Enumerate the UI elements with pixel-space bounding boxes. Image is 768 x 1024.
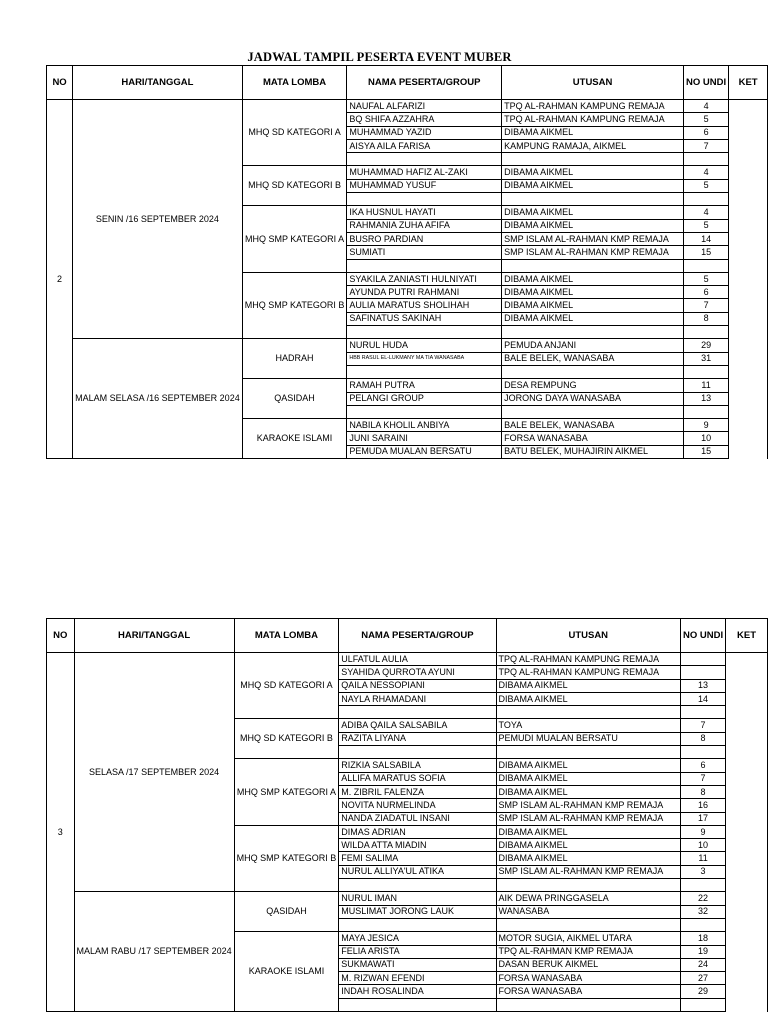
delegation: DIBAMA AIKMEL (502, 179, 684, 192)
schedule-table-1 (46, 65, 768, 459)
delegation: DIBAMA AIKMEL (502, 166, 684, 179)
delegation: MOTOR SUGIA, AIKMEL UTARA (496, 932, 680, 945)
delegation: WANASABA (496, 905, 680, 918)
draw-number: 29 (680, 985, 725, 998)
header-delegation: UTUSAN (496, 619, 680, 653)
delegation: FORSA WANASABA (496, 972, 680, 985)
participant-name: NABILA KHOLIL ANBIYA (347, 419, 502, 432)
draw-number: 8 (684, 312, 729, 325)
draw-number: 8 (680, 732, 725, 745)
delegation: BALE BELEK, WANASABA (502, 419, 684, 432)
participant-name: SAFINATUS SAKINAH (347, 312, 502, 325)
participant-name: MUHAMMAD YAZID (347, 126, 502, 139)
delegation: BATU BELEK, MUHAJIRIN AIKMEL (502, 445, 684, 458)
draw-number (680, 666, 725, 679)
table-row (47, 892, 768, 905)
draw-number: 10 (680, 839, 725, 852)
participant-name: M. ZIBRIL FALENZA (339, 785, 496, 798)
event-name: MHQ SD KATEGORI B (242, 166, 347, 206)
row-number: 2 (47, 100, 73, 459)
delegation: TOYA (496, 719, 680, 732)
header-day-date: HARI/TANGGAL (74, 619, 234, 653)
participant-name: NAYLA RHAMADANI (339, 692, 496, 705)
participant-name: RAZITA LIYANA (339, 732, 496, 745)
participant-name: RIZKIA SALSABILA (339, 759, 496, 772)
draw-number: 7 (680, 719, 725, 732)
header-no: NO (47, 619, 75, 653)
draw-number: 7 (684, 299, 729, 312)
event-name: MHQ SD KATEGORI A (242, 100, 347, 166)
draw-number: 10 (684, 432, 729, 445)
participant-name: RAMAH PUTRA (347, 379, 502, 392)
notes-cell (726, 653, 768, 1012)
participant-name: MAYA JESICA (339, 932, 496, 945)
notes-cell (729, 100, 768, 459)
participant-name: ADIBA QAILA SALSABILA (339, 719, 496, 732)
participant-name: SYAHIDA QURROTA AYUNI (339, 666, 496, 679)
participant-name: AULIA MARATUS SHOLIHAH (347, 299, 502, 312)
draw-number: 5 (684, 219, 729, 232)
delegation: DIBAMA AIKMEL (502, 126, 684, 139)
delegation: DIBAMA AIKMEL (496, 852, 680, 865)
delegation: PEMUDI MUALAN BERSATU (496, 732, 680, 745)
schedule-table-2 (46, 618, 768, 1012)
participant-name: SUKMAWATI (339, 958, 496, 971)
event-name: MHQ SD KATEGORI B (234, 719, 339, 759)
draw-number: 5 (684, 113, 729, 126)
draw-number: 4 (684, 206, 729, 219)
participant-name: MUSLIMAT JORONG LAUK (339, 905, 496, 918)
participant-name: NURUL HUDA (347, 339, 502, 352)
header-notes: KET (726, 619, 768, 653)
participant-name: RAHMANIA ZUHA AFIFA (347, 219, 502, 232)
draw-number: 9 (684, 419, 729, 432)
draw-number: 3 (680, 865, 725, 878)
event-name: MHQ SMP KATEGORI A (242, 206, 347, 272)
participant-name: M. RIZWAN EFENDI (339, 972, 496, 985)
delegation: DIBAMA AIKMEL (502, 206, 684, 219)
draw-number: 32 (680, 905, 725, 918)
delegation: DIBAMA AIKMEL (496, 692, 680, 705)
participant-name: PEMUDA MUALAN BERSATU (347, 445, 502, 458)
draw-number: 19 (680, 945, 725, 958)
header-day-date: HARI/TANGGAL (73, 66, 243, 100)
delegation: FORSA WANASABA (496, 985, 680, 998)
event-name: HADRAH (242, 339, 347, 379)
participant-name: MUHAMMAD HAFIZ AL-ZAKI (347, 166, 502, 179)
participant-name: SYAKILA ZANIASTI HULNIYATI (347, 272, 502, 285)
delegation: SMP ISLAM AL-RAHMAN KMP REMAJA (496, 865, 680, 878)
delegation: DIBAMA AIKMEL (502, 299, 684, 312)
header-event: MATA LOMBA (234, 619, 339, 653)
delegation: TPQ AL-RAHMAN KMP REMAJA (496, 945, 680, 958)
table-row (47, 653, 768, 666)
event-name: KARAOKE ISLAMI (242, 419, 347, 459)
event-name: MHQ SMP KATEGORI A (234, 759, 339, 825)
day-date: MALAM SELASA /16 SEPTEMBER 2024 (73, 339, 243, 459)
draw-number: 27 (680, 972, 725, 985)
day-date: SENIN /16 SEPTEMBER 2024 (73, 100, 243, 339)
participant-name: FELIA ARISTA (339, 945, 496, 958)
delegation: DIBAMA AIKMEL (496, 825, 680, 838)
delegation: DASAN BERUK AIKMEL (496, 958, 680, 971)
participant-name: HBB RASUL EL-LUKMANY MA TIA WANASABA (347, 352, 502, 365)
header-participant: NAMA PESERTA/GROUP (347, 66, 502, 100)
draw-number: 16 (680, 799, 725, 812)
delegation: SMP ISLAM AL-RAHMAN KMP REMAJA (502, 232, 684, 245)
draw-number: 29 (684, 339, 729, 352)
delegation: DIBAMA AIKMEL (496, 772, 680, 785)
participant-name: BUSRO PARDIAN (347, 232, 502, 245)
draw-number: 31 (684, 352, 729, 365)
draw-number: 4 (684, 166, 729, 179)
header-event: MATA LOMBA (242, 66, 347, 100)
header-draw-number: NO UNDI (680, 619, 725, 653)
header-row (47, 619, 768, 653)
header-row (47, 66, 768, 100)
header-no: NO (47, 66, 73, 100)
draw-number: 11 (680, 852, 725, 865)
delegation: DIBAMA AIKMEL (502, 312, 684, 325)
table-row (47, 339, 768, 352)
event-name: QASIDAH (242, 379, 347, 419)
draw-number: 6 (680, 759, 725, 772)
delegation: DIBAMA AIKMEL (496, 785, 680, 798)
event-name: MHQ SMP KATEGORI B (242, 272, 347, 338)
participant-name: DIMAS ADRIAN (339, 825, 496, 838)
participant-name: ULFATUL AULIA (339, 653, 496, 666)
delegation: SMP ISLAM AL-RAHMAN KMP REMAJA (496, 799, 680, 812)
participant-name: ALLIFA MARATUS SOFIA (339, 772, 496, 785)
participant-name: NURUL ALLIYA'UL ATIKA (339, 865, 496, 878)
delegation: DESA REMPUNG (502, 379, 684, 392)
delegation: DIBAMA AIKMEL (502, 219, 684, 232)
draw-number: 14 (684, 232, 729, 245)
delegation: DIBAMA AIKMEL (496, 679, 680, 692)
participant-name: WILDA ATTA MIADIN (339, 839, 496, 852)
draw-number: 8 (680, 785, 725, 798)
delegation: BALE BELEK, WANASABA (502, 352, 684, 365)
draw-number: 24 (680, 958, 725, 971)
participant-name: INDAH ROSALINDA (339, 985, 496, 998)
header-draw-number: NO UNDI (684, 66, 729, 100)
draw-number: 13 (684, 392, 729, 405)
participant-name: PELANGI GROUP (347, 392, 502, 405)
document-title: JADWAL TAMPIL PESERTA EVENT MUBER (247, 50, 512, 64)
draw-number: 7 (684, 139, 729, 152)
delegation: AIK DEWA PRINGGASELA (496, 892, 680, 905)
draw-number: 5 (684, 179, 729, 192)
header-notes: KET (729, 66, 768, 100)
participant-name: MUHAMMAD YUSUF (347, 179, 502, 192)
participant-name: NURUL IMAN (339, 892, 496, 905)
participant-name: JUNI SARAINI (347, 432, 502, 445)
participant-name: AYUNDA PUTRI RAHMANI (347, 286, 502, 299)
delegation: TPQ AL-RAHMAN KAMPUNG REMAJA (496, 666, 680, 679)
participant-name: IKA HUSNUL HAYATI (347, 206, 502, 219)
participant-name: QAILA NESSOPIANI (339, 679, 496, 692)
participant-name: BQ SHIFA AZZAHRA (347, 113, 502, 126)
participant-name: FEMI SALIMA (339, 852, 496, 865)
event-name: MHQ SMP KATEGORI B (234, 825, 339, 891)
draw-number: 5 (684, 272, 729, 285)
draw-number: 22 (680, 892, 725, 905)
draw-number: 9 (680, 825, 725, 838)
delegation: TPQ AL-RAHMAN KAMPUNG REMAJA (502, 113, 684, 126)
draw-number: 7 (680, 772, 725, 785)
header-delegation: UTUSAN (502, 66, 684, 100)
draw-number: 18 (680, 932, 725, 945)
draw-number: 4 (684, 100, 729, 113)
delegation: DIBAMA AIKMEL (502, 286, 684, 299)
draw-number: 6 (684, 286, 729, 299)
draw-number: 15 (684, 246, 729, 259)
delegation: DIBAMA AIKMEL (496, 839, 680, 852)
draw-number: 17 (680, 812, 725, 825)
event-name: KARAOKE ISLAMI (234, 932, 339, 1012)
participant-name: NAUFAL ALFARIZI (347, 100, 502, 113)
delegation: FORSA WANASABA (502, 432, 684, 445)
delegation: KAMPUNG RAMAJA, AIKMEL (502, 139, 684, 152)
event-name: QASIDAH (234, 892, 339, 932)
delegation: TPQ AL-RAHMAN KAMPUNG REMAJA (502, 100, 684, 113)
event-name: MHQ SD KATEGORI A (234, 653, 339, 719)
participant-name: NOVITA NURMELINDA (339, 799, 496, 812)
row-number: 3 (47, 653, 75, 1012)
delegation: PEMUDA ANJANI (502, 339, 684, 352)
day-date: MALAM RABU /17 SEPTEMBER 2024 (74, 892, 234, 1012)
draw-number: 15 (684, 445, 729, 458)
participant-name: AISYA AILA FARISA (347, 139, 502, 152)
draw-number (680, 653, 725, 666)
delegation: SMP ISLAM AL-RAHMAN KMP REMAJA (502, 246, 684, 259)
participant-name: NANDA ZIADATUL INSANI (339, 812, 496, 825)
delegation: DIBAMA AIKMEL (502, 272, 684, 285)
delegation: JORONG DAYA WANASABA (502, 392, 684, 405)
delegation: TPQ AL-RAHMAN KAMPUNG REMAJA (496, 653, 680, 666)
draw-number: 11 (684, 379, 729, 392)
draw-number: 6 (684, 126, 729, 139)
draw-number: 13 (680, 679, 725, 692)
participant-name: SUMIATI (347, 246, 502, 259)
day-date: SELASA /17 SEPTEMBER 2024 (74, 653, 234, 892)
delegation: DIBAMA AIKMEL (496, 759, 680, 772)
delegation: SMP ISLAM AL-RAHMAN KMP REMAJA (496, 812, 680, 825)
table-row (47, 100, 768, 113)
header-participant: NAMA PESERTA/GROUP (339, 619, 496, 653)
draw-number: 14 (680, 692, 725, 705)
